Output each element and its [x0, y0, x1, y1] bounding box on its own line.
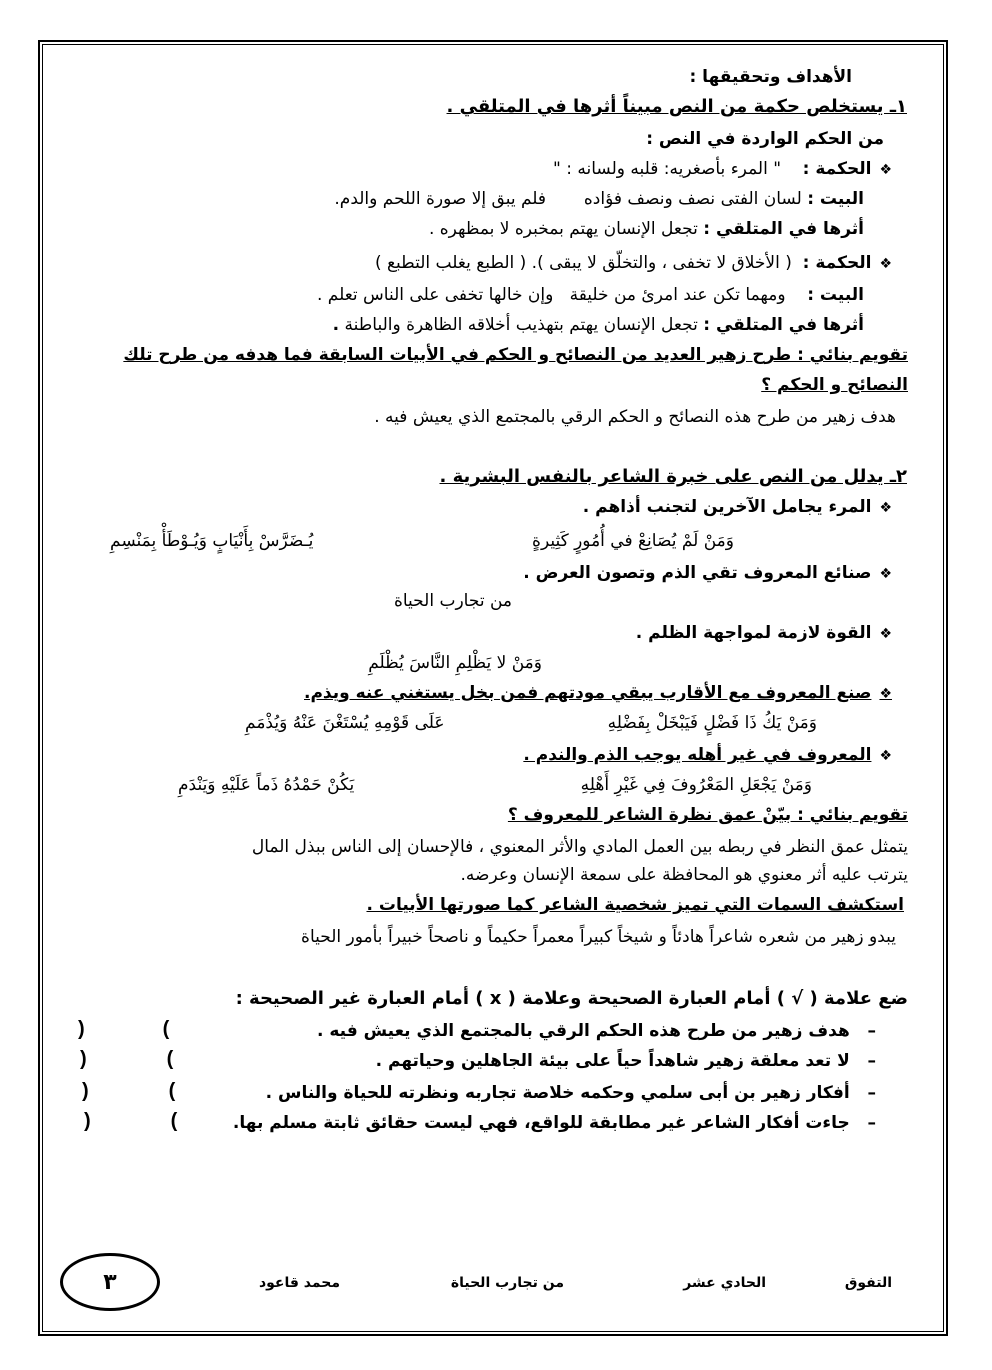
traits-answer: يبدو زهير من شعره شاعراً هادئاً و شيخاً كبيراً معمراً حكيماً و ناصحاً خبيراً بأمور الحياة [301, 927, 896, 947]
tf-answer-2[interactable]: ) ( [80, 1048, 174, 1070]
diamond-bullet-icon: ❖ [879, 566, 892, 582]
wisdom-1-verse: البيت : لسان الفتى نصف ونصف فؤاده فلم يبق إلا صورة اللحم والدم. [334, 189, 864, 209]
objective-2: ٢ـ يدلل من النص على خبرة الشاعر بالنفس البشرية . [439, 466, 907, 487]
tf-item-1: – هدف زهير من طرح هذه الحكم الرقي بالمجتمع الذي يعيش فيه . [316, 1021, 876, 1041]
point-3-verse: وَمَنْ لا يَظْلِمِ النَّاسَ يُظْلَمِ [368, 653, 542, 673]
wisdom-1-effect: أثرها في المتلقي : تجعل الإنسان يهتم بمخبره لا بمظهره . [428, 219, 864, 239]
tf-item-4: – جاءت أفكار الشاعر غير مطابقة للواقع، فهي ليست حقائق ثابتة مسلم بها. [232, 1113, 876, 1133]
diamond-bullet-icon: ❖ [879, 748, 892, 764]
footer-grade: الحادي عشر [683, 1275, 766, 1291]
diamond-bullet-icon: ❖ [879, 162, 892, 178]
point-5: ❖المعروف في غير أهله يوجب الذم والندم . [523, 745, 892, 765]
tf-answer-1[interactable]: ) ( [78, 1018, 170, 1040]
eval-1-question: تقويم بنائي : طرح زهير العديد من النصائح و الحكم في الأبيات السابقة فما هدفه من طرح تلك [123, 345, 908, 365]
point-1-verse-b: يُـضَرَّسْ بِأَنْيَابٍ وَيُـوْطَأْ بِمَنْسِمِ [110, 531, 314, 551]
eval-2-answer-line-1: يتمثل عمق النظر في ربطه بين العمل المادي والأثر المعنوي ، فالإحسان إلى الناس ببذل المال [251, 837, 908, 857]
diamond-bullet-icon: ❖ [879, 686, 892, 702]
footer-teacher: محمد قاعود [258, 1275, 340, 1291]
diamond-bullet-icon: ❖ [879, 626, 892, 642]
objective-1: ١ـ يستخلص حكمة من النص مبيناً أثرها في المتلقي . [446, 96, 907, 117]
point-1: ❖المرء يجامل الآخرين لتجنب أذاهم . [582, 497, 892, 517]
wisdom-intro: من الحكم الواردة في النص : [646, 129, 884, 149]
wisdom-1: ❖الحكمة : " المرء بأصغريه: قلبه ولسانه : " [553, 159, 892, 179]
point-4-verse-b: عَلَى قَوْمِهِ يُسْتَغْنَ عَنْهُ وَيُذْمَمِ [245, 713, 445, 733]
point-5-verse-b: يَكُنْ حَمْدُهُ ذَماً عَلَيْهِ وَيَنْدَمِ [178, 775, 355, 795]
tf-item-2: – لا تعد معلقة زهير شاهداً حياً على بيئة الجاهلين وحياتهم . [375, 1051, 876, 1071]
footer-series: التفوق [844, 1275, 892, 1291]
point-2: ❖صنائع المعروف تقي الذم وتصون العرض . [523, 563, 892, 583]
diamond-bullet-icon: ❖ [879, 500, 892, 516]
eval-2-question: تقويم بنائي : بيّنْ عمق نظرة الشاعر للمعروف ؟ [507, 805, 908, 825]
tf-heading: ضع علامة ( √ ) أمام العبارة الصحيحة وعلامة ( x ) أمام العبارة غير الصحيحة : [235, 988, 908, 1009]
wisdom-2: ❖الحكمة : ( الأخلاق لا تخفى ، والتخلّق لا يبقى ). ( الطبع يغلب التطبع ) [374, 253, 892, 273]
eval-1-question-cont: النصائح و الحكم ؟ [761, 375, 908, 395]
point-2-note: من تجارب الحياة [393, 591, 512, 611]
eval-1-answer: هدف زهير من طرح هذه النصائح و الحكم الرقي بالمجتمع الذي يعيش فيه . [374, 407, 896, 427]
eval-2-answer-line-2: يترتب عليه أثر معنوي هو المحافظة على سمعة الإنسان وعرضه. [460, 865, 908, 885]
page-number-circle [60, 1253, 160, 1311]
wisdom-2-verse: البيت : ومهما تكن عند امرئ من خليقة وإن خالها تخفى على الناس تعلم . [316, 285, 864, 305]
point-3: ❖القوة لازمة لمواجهة الظلم . [635, 623, 892, 643]
point-4: ❖صنع المعروف مع الأقارب يبقي مودتهم فمن بخل يستغني عنه ويذم. [304, 683, 892, 703]
tf-answer-3[interactable]: ) ( [82, 1080, 176, 1102]
footer-unit: من تجارب الحياة [450, 1275, 564, 1291]
tf-answer-4[interactable]: ) ( [84, 1110, 178, 1132]
wisdom-2-effect: أثرها في المتلقي : تجعل الإنسان يهتم بتهذيب أخلاقه الظاهرة والباطنة . [332, 315, 864, 335]
traits-question: استكشف السمات التي تميز شخصية الشاعر كما صورتها الأبيات . [366, 895, 904, 915]
page-number: ٣ [103, 1269, 117, 1295]
goals-heading: الأهداف وتحقيقها : [689, 67, 852, 87]
diamond-bullet-icon: ❖ [879, 256, 892, 272]
tf-item-3: – أفكار زهير بن أبى سلمي وحكمه خلاصة تجاربه ونظرته للحياة والناس . [265, 1083, 876, 1103]
point-5-verse-a: وَمَنْ يَجْعَلِ المَعْرُوفَ فِي غَيْرِ أَهْلِهِ [580, 775, 812, 795]
point-1-verse-a: وَمَنْ لَمْ يُصَانِعْ في أُمُورٍ كَثِيرةٍ [532, 531, 734, 551]
point-4-verse-a: وَمَنْ يَكُ ذَا فَضْلٍ فَيَبْخَلْ بِفَضْلِهِ [607, 713, 817, 733]
